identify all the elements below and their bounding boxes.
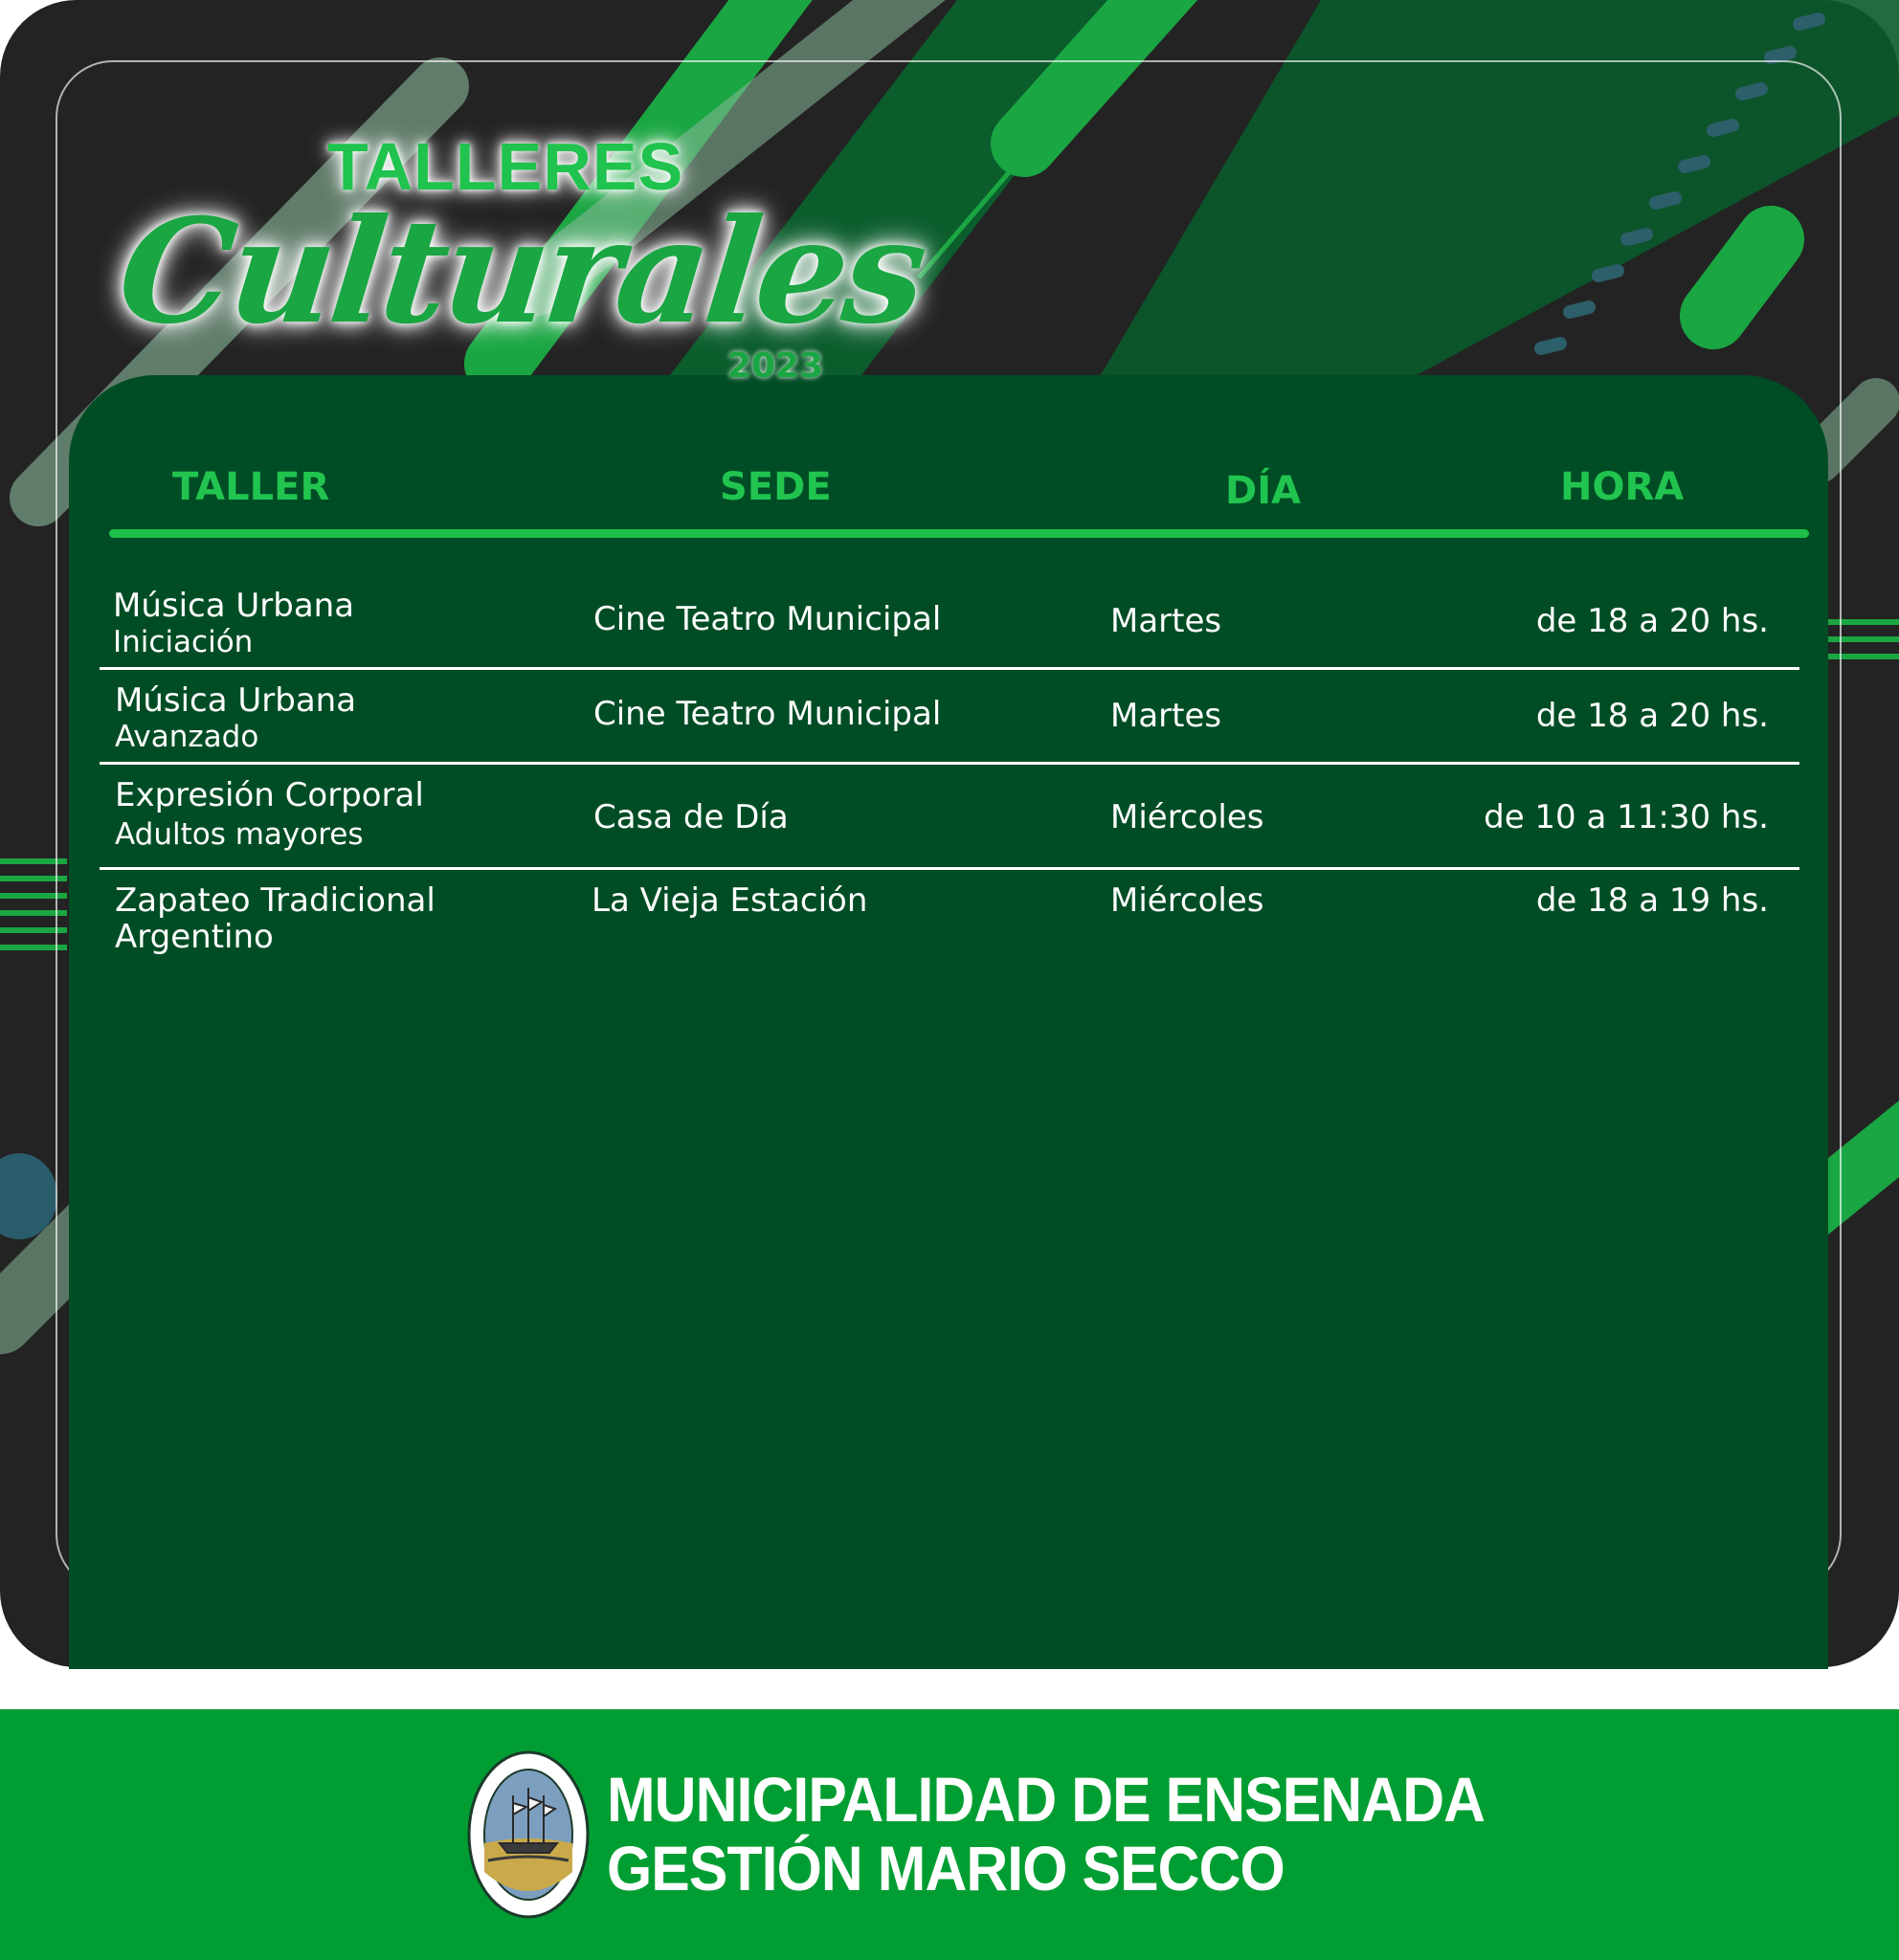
cell-taller-sub: Iniciación [113,625,254,659]
cell-dia: Miércoles [1110,798,1264,836]
row-divider [100,667,1799,670]
schedule-panel [69,375,1828,1669]
cell-sede: Cine Teatro Municipal [593,600,942,638]
title-year: 2023 [727,346,824,386]
cell-hora: de 18 a 19 hs. [1535,881,1769,920]
cell-hora: de 10 a 11:30 hs. [1484,798,1769,836]
cell-dia: Martes [1110,602,1222,640]
cell-hora: de 18 a 20 hs. [1535,697,1769,735]
cell-taller: Música Urbana [113,587,355,625]
cell-hora: de 18 a 20 hs. [1535,602,1769,640]
cell-taller-sub: Argentino [115,918,274,956]
title-culturales: Culturales [111,188,931,356]
org-administration: GESTIÓN MARIO SECCO [607,1833,1285,1904]
org-name: MUNICIPALIDAD DE ENSENADA [607,1764,1486,1835]
header-dia: DÍA [1225,469,1302,513]
header-hora: HORA [1560,465,1685,509]
row-divider [100,867,1799,870]
title-talleres: TALLERES [327,129,684,204]
cell-taller: Música Urbana [115,681,357,720]
header-sede: SEDE [720,465,832,509]
cell-sede: Cine Teatro Municipal [593,695,942,733]
header-divider [109,529,1809,538]
header-taller: TALLER [172,465,330,509]
cell-taller-sub: Avanzado [115,720,259,754]
municipal-seal-icon [465,1748,592,1922]
cell-sede: La Vieja Estación [592,881,868,920]
cell-taller: Expresión Corporal [115,776,424,814]
title-logo [111,124,938,386]
cell-sede: Casa de Día [593,798,789,836]
cell-dia: Miércoles [1110,881,1264,920]
row-divider [100,762,1799,765]
cell-dia: Martes [1110,697,1222,735]
cell-taller: Zapateo Tradicional [115,881,436,920]
cell-taller-sub: Adultos mayores [115,817,364,852]
